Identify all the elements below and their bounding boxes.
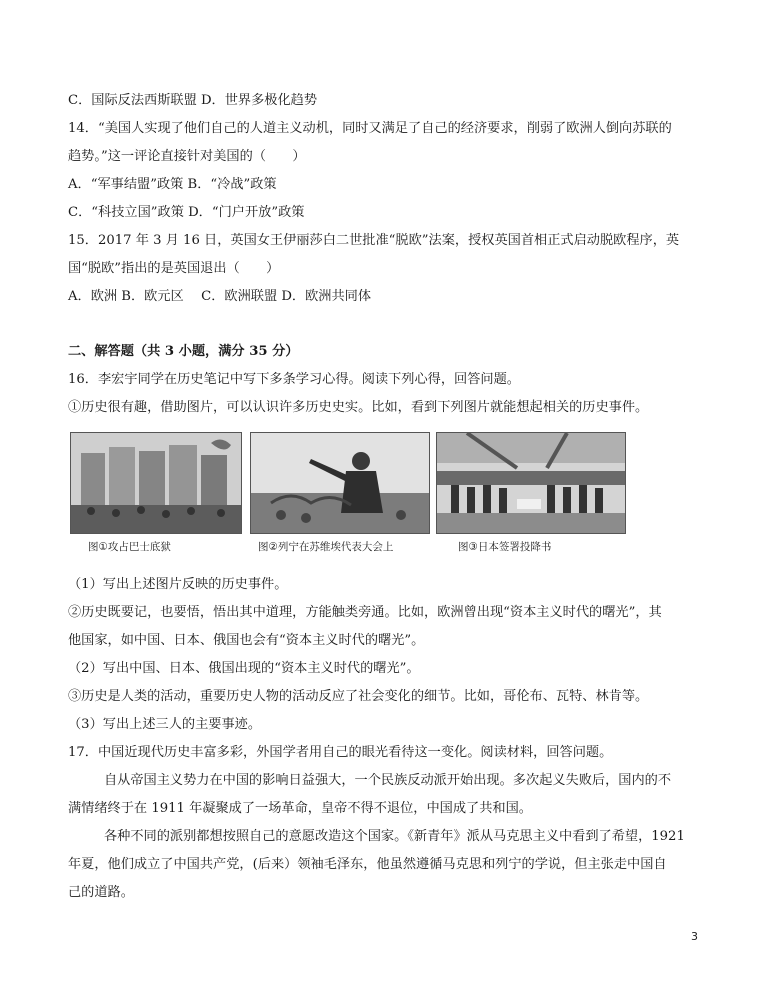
japan-surrender-image <box>436 432 626 534</box>
material-paragraph-2-end: 己的道路。 <box>68 885 134 900</box>
question-15-text-cont: 国“脱欧”指出的是英国退出（ ） <box>68 261 280 276</box>
question-14-text-cont: 趋势。”这一评论直接针对美国的（ ） <box>68 149 306 164</box>
sub-question-3: （3）写出上述三人的主要事迹。 <box>68 717 262 732</box>
question-16-text: 16．李宏宇同学在历史笔记中写下多条学习心得。阅读下列心得，回答问题。 <box>68 372 520 387</box>
option-line: C．国际反法西斯联盟 D．世界多极化趋势 <box>68 93 318 108</box>
material-paragraph-1-cont: 满情绪终于在 1911 年凝聚成了一场革命，皇帝不得不退位，中国成了共和国。 <box>68 801 532 816</box>
figure-caption-1: 图①攻占巴士底狱 <box>88 541 171 553</box>
question-15-text: 15．2017 年 3 月 16 日，英国女王伊丽莎白二世批准“脱欧”法案，授权英国首相正式启动脱欧程序，英 <box>68 233 680 248</box>
material-paragraph-2: 各种不同的派别都想按照自己的意愿改造这个国家。《新青年》派从马克思主义中看到了希望，1921 <box>104 829 685 844</box>
question-15-options: A．欧洲 B．欧元区 C．欧洲联盟 D．欧洲共同体 <box>68 289 372 304</box>
question-14-options-ab: A．“军事结盟”政策 B．“冷战”政策 <box>68 177 277 192</box>
lenin-image <box>250 432 430 534</box>
figure-caption-3: 图③日本签署投降书 <box>458 541 552 553</box>
material-paragraph-1: 自从帝国主义势力在中国的影响日益强大，一个民族反动派开始出现。多次起义失败后，国内的不 <box>104 773 672 788</box>
bastille-image <box>70 432 242 534</box>
section-2-heading: 二、解答题（共 3 小题，满分 35 分） <box>68 344 299 359</box>
insight-1-text: ①历史很有趣，借助图片，可以认识许多历史史实。比如，看到下列图片就能想起相关的历史事件。 <box>68 400 649 415</box>
page-number: 3 <box>691 930 698 943</box>
insight-3-text: ③历史是人类的活动，重要历史人物的活动反应了社会变化的细节。比如，哥伦布、瓦特、林肯等。 <box>68 689 649 704</box>
figure-caption-2: 图②列宁在苏维埃代表大会上 <box>258 541 394 553</box>
material-paragraph-2-cont: 年夏，他们成立了中国共产党，(后来）领袖毛泽东，他虽然遵循马克思和列宁的学说，但主张走中国自 <box>68 857 667 872</box>
history-figure <box>68 420 630 562</box>
sub-question-2: （2）写出中国、日本、俄国出现的“资本主义时代的曙光”。 <box>68 661 420 676</box>
insight-2-text: ②历史既要记，也要悟，悟出其中道理，方能触类旁通。比如，欧洲曾出现“资本主义时代的曙光”，其 <box>68 605 662 620</box>
question-14-text: 14．“美国人实现了他们自己的人道主义动机，同时又满足了自己的经济要求，削弱了欧洲人倒向苏联的 <box>68 121 672 136</box>
question-17-text: 17．中国近现代历史丰富多彩，外国学者用自己的眼光看待这一变化。阅读材料，回答问题。 <box>68 745 613 760</box>
insight-2-text-cont: 他国家，如中国、日本、俄国也会有“资本主义时代的曙光”。 <box>68 633 425 648</box>
question-14-options-cd: C．“科技立国”政策 D．“门户开放”政策 <box>68 205 305 220</box>
sub-question-1: （1）写出上述图片反映的历史事件。 <box>68 577 288 592</box>
